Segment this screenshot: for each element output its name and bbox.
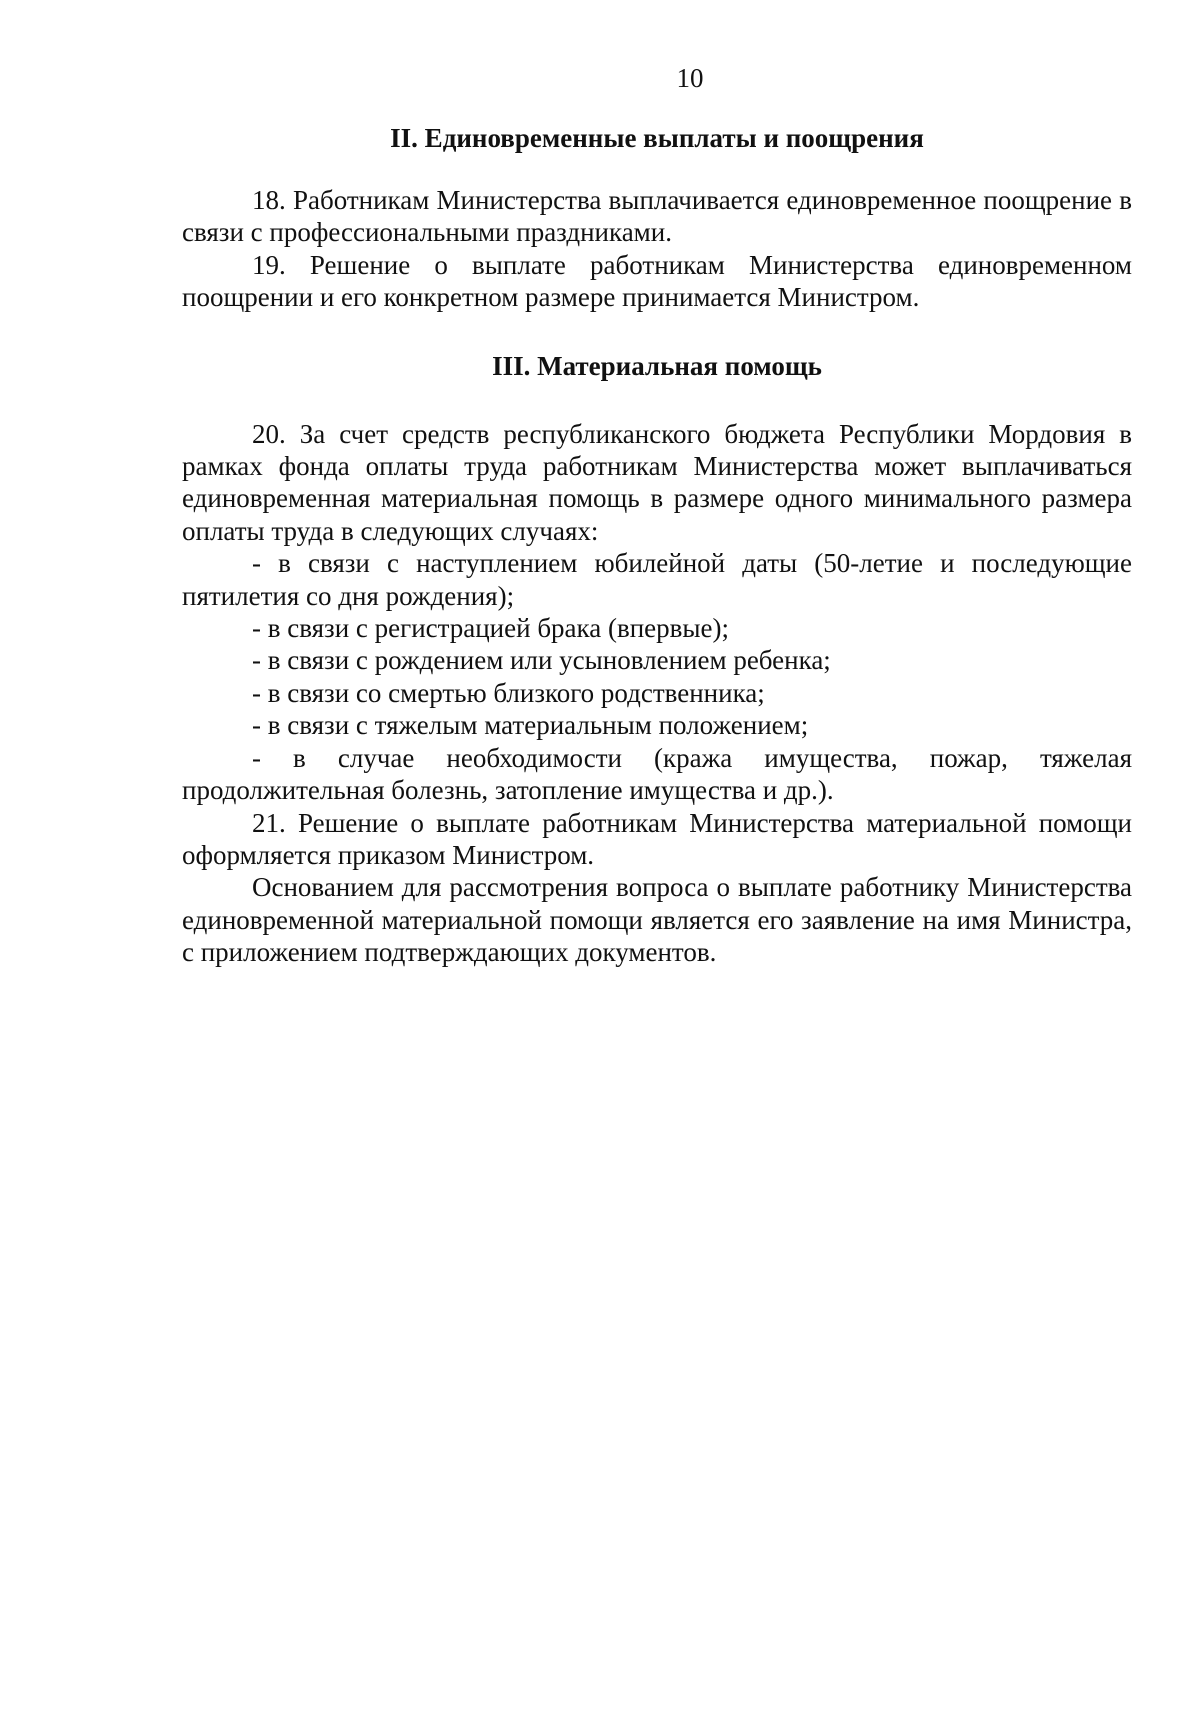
list-item-hardship: - в связи с тяжелым материальным положением; (252, 710, 809, 741)
paragraph-18: 18. Работникам Министерства выплачивается единовременное поощрение в связи с профессиональными праздниками. (182, 185, 1132, 248)
list-item-death: - в связи со смертью близкого родственника; (252, 677, 765, 708)
paragraph-20: 20. За счет средств республиканского бюджета Республики Мордовия в рамках фонда оплаты труда работникам Министерства может выплачиваться единовременная материальная помощь в размере одного минимального размера оплаты труда в следующих случаях: (182, 418, 1132, 546)
list-item-marriage: - в связи с регистрацией брака (впервые); (252, 613, 730, 644)
paragraph-21: 21. Решение о выплате работникам Министерства материальной помощи оформляется приказом Министром. (182, 807, 1132, 870)
list-item-jubilee: - в связи с наступлением юбилейной даты (50-летие и последующие пятилетия со дня рождения); (182, 548, 1132, 611)
list-item-birth: - в связи с рождением или усыновлением ребенка; (252, 645, 831, 676)
document-body (182, 122, 1132, 969)
section-heading-2: II. Единовременные выплаты и поощрения (390, 123, 924, 153)
paragraph-basis: Основанием для рассмотрения вопроса о выплате работнику Министерства единовременной материальной помощи является его заявление на имя Министра, с приложением подтверждающих документов. (182, 872, 1132, 968)
page-number: 10 (676, 63, 704, 93)
list-item-necessity: - в случае необходимости (кража имущества, пожар, тяжелая продолжительная болезнь, затопление имущества и др.). (182, 742, 1132, 806)
section-heading-3: III. Материальная помощь (492, 350, 822, 381)
paragraph-19: 19. Решение о выплате работникам Министерства единовременном поощрении и его конкретном размере принимается Министром. (182, 249, 1132, 313)
